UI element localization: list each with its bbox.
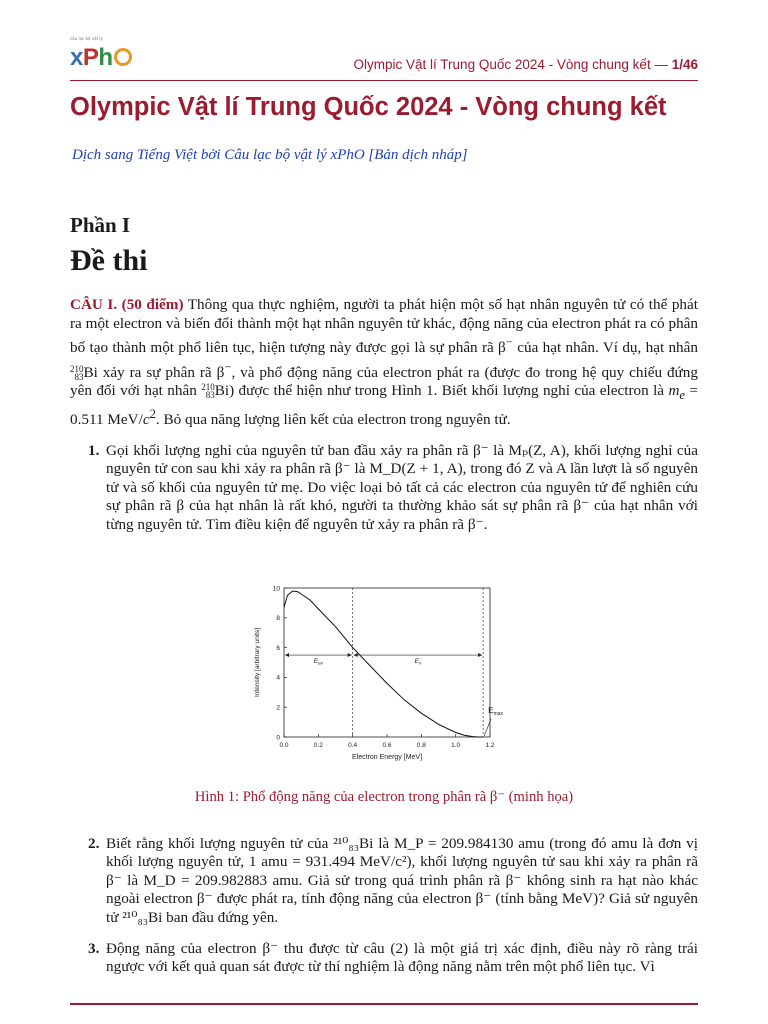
x-tick-label: 0.0: [279, 742, 289, 749]
item-text: Biết rằng khối lượng nguyên tử của ²¹⁰₈₃Bi là M_P = 209.984130 amu (trong đó amu là đơn vị khối lượng nguyên tử, 1 amu = 931.494 MeV/c²), khối lượng nguyên tử sau khi xảy ra phân rã β⁻ là M_D = 209.982883 amu. Giả sử trong quá trình phân rã β⁻ không sinh ra hạt nào khác ngoài electron β⁻ được phát ra, tính động năng của electron β⁻ (tính bằng MeV)? Giả sử nguyên tử ²¹⁰₈₃Bi ban đầu đứng yên.: [106, 835, 698, 926]
question-intro: CÂU I. (50 điểm) Thông qua thực nghiệm, người ta phát hiện một số hạt nhân nguyên tử có thể phát ra một electron và biến đổi thành một hạt nhân nguyên tử khác, động năng của electron phát ra có phân bố tạo thành một phổ liên tục, hiện tượng này được gọi là sự phân rã β− của hạt nhân. Ví dụ, hạt nhân 210 83Bi xảy ra sự phân rã β−, và phổ động năng của electron phát ra (được đo trong hệ quy chiếu đứng yên đối với hạt nhân 210 83Bi) được thể hiện như trong Hình 1. Biết khối lượng nghỉ của electron là $m_e = 0.511$ MeV/$c^2$. Bỏ qua năng lượng liên kết của electron trong nguyên tử.: [70, 296, 699, 428]
item-text: Gọi khối lượng nghỉ của nguyên tử ban đầu xảy ra phân rã β⁻ là Mₚ(Z, A), khối lượng nghỉ của nguyên tử con sau khi xảy ra phân rã β⁻ là M_D(Z + 1, A), trong đó Z và A lần lượt là số nguyên tử và số khối của nguyên tử mẹ. Do việc loại bỏ tất cả các electron của nguyên tử để nghiên cứu sự phân rã β của hạt nhân là rất khó, người ta thường khảo sát sự phân rã β⁻ của hạt nhân với từng nguyên tử. Tìm điều kiện để nguyên tử xảy ra phân rã β⁻.: [106, 442, 698, 533]
page-number: 1: [671, 57, 680, 72]
arrowhead-left: [285, 653, 289, 657]
arrowhead-right: [478, 653, 482, 657]
item-number: 1.: [88, 442, 100, 459]
item-text: Động năng của electron β⁻ thu được từ câu (2) là một giá trị xác định, điều này rõ ràng trái ngược với kết quả quan sát được từ thí nghiệm là động năng nằm trên một phổ liên tục. Vì: [106, 940, 698, 976]
y-tick-label: 0: [276, 734, 280, 742]
header-rule: [70, 80, 698, 81]
x-tick-label: 0.8: [416, 742, 426, 749]
arrowhead-left: [354, 653, 358, 657]
list-item: [88, 442, 698, 534]
running-header: [354, 57, 698, 72]
logo-tagline: câu lạc bộ vật lý: [70, 36, 103, 41]
emax-label: $E_{max}$: [488, 706, 503, 717]
document-title: Olympic Vật lí Trung Quốc 2024 - Vòng chung kết: [70, 93, 667, 121]
footer-rule: [70, 1003, 698, 1005]
y-tick-label: 2: [276, 704, 280, 712]
xpho-logo: [68, 36, 144, 72]
document-subtitle: Dịch sang Tiếng Việt bởi Câu lạc bộ vật lý xPhO [Bản dịch nháp]: [72, 147, 468, 163]
arrowhead-right: [348, 653, 352, 657]
figure-beta-spectrum: [247, 575, 507, 770]
y-tick-label: 4: [276, 674, 280, 682]
running-header-title: Olympic Vật lí Trung Quốc 2024 - Vòng chung kết —: [353, 57, 672, 72]
item-number: 2.: [88, 835, 100, 852]
page-total: /46: [679, 57, 698, 72]
y-axis-label: Intensity [arbitrary units]: [254, 628, 261, 697]
logo-wordmark: xPh: [70, 44, 132, 72]
part-title: Đề thi: [70, 244, 148, 277]
part-label: Phần I: [70, 213, 131, 237]
list-item: [88, 940, 698, 977]
figure-caption: Hình 1: Phổ động năng của electron trong phân rã β⁻ (minh họa): [194, 789, 574, 805]
x-tick-label: 0.4: [348, 742, 358, 749]
energy-span-label: $E_{av}$: [313, 658, 323, 666]
energy-span-label: $E_\nu$: [414, 658, 422, 666]
x-tick-label: 0.2: [313, 742, 323, 749]
y-tick-label: 8: [276, 615, 280, 623]
y-tick-label: 6: [276, 644, 280, 652]
list-item: [88, 835, 698, 927]
y-tick-label: 10: [272, 585, 280, 593]
x-tick-label: 1.2: [485, 742, 495, 749]
beta-spectrum-chart: [247, 575, 507, 770]
question-label: CÂU I. (50 điểm): [70, 296, 184, 313]
x-axis-label: Electron Energy [MeV]: [351, 754, 423, 761]
x-tick-label: 1.0: [451, 742, 461, 749]
x-tick-label: 0.6: [382, 742, 392, 749]
item-number: 3.: [88, 940, 100, 957]
